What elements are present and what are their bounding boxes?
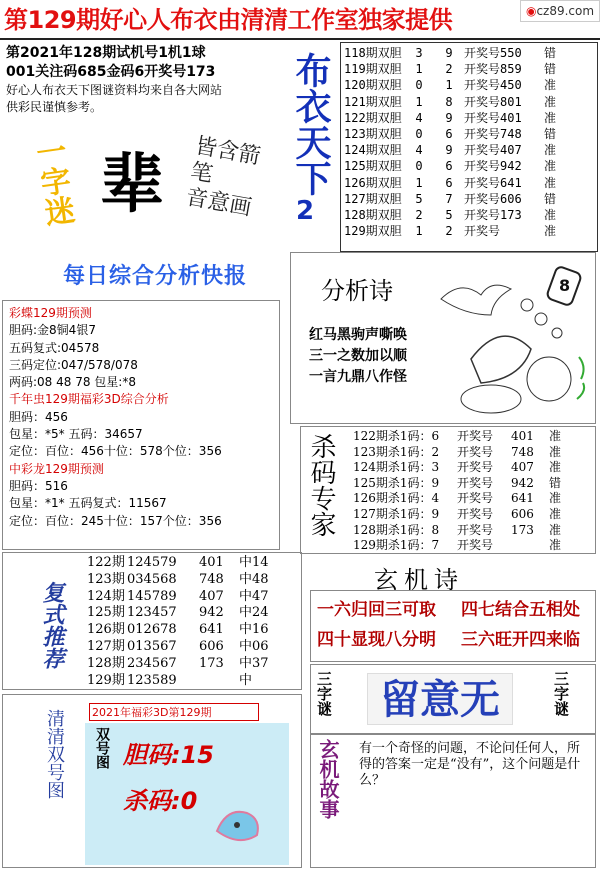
kill-k: 128期杀1码：8 (353, 522, 440, 537)
kill-v: 开奖号 (457, 444, 494, 459)
compound-table (87, 555, 279, 689)
compound-a: 125期 (87, 605, 125, 621)
double-gall-row (344, 110, 597, 126)
compound-label-text: 复式推荐 (39, 581, 64, 669)
compound-a: 127期 (87, 638, 125, 654)
intro-note-1: 好心人布衣天下图谜资料均来自各大网站 (6, 83, 223, 97)
mystic-line-1b: 四七结合五相处 (461, 600, 580, 620)
double-gall-a: 2 (415, 208, 423, 223)
double-gall-result: 准 (543, 224, 556, 239)
riddle-left-text: 一字迷 (28, 134, 76, 229)
double-gall-result: 准 (543, 175, 556, 190)
compound-d: 中47 (239, 588, 269, 604)
compound-c: 748 (199, 571, 224, 587)
double-gall-a: 4 (415, 110, 423, 125)
compound-a: 128期 (87, 655, 125, 671)
double-gall-draw: 开奖号450 (464, 78, 522, 93)
compound-row (87, 622, 279, 639)
kill-row (353, 538, 561, 554)
kill-label-text: 杀码专家 (306, 433, 336, 537)
compound-row (87, 555, 279, 572)
kill-k: 122期杀1码：6 (353, 429, 440, 443)
double-gall-b: 9 (445, 46, 453, 60)
double-gall-period: 129期双胆 (344, 224, 402, 239)
compound-c: 606 (199, 638, 224, 654)
kill-k: 123期杀1码：2 (353, 444, 440, 459)
section-2-title: 千年虫129期福彩3D综合分析 (9, 392, 169, 407)
double-gall-draw: 开奖号641 (464, 175, 522, 190)
section-3-lines (9, 478, 279, 530)
story-box (310, 734, 596, 868)
svg-text:8: 8 (559, 276, 571, 295)
double-gall-draw: 开奖号173 (464, 208, 522, 223)
double-gall-b: 2 (445, 62, 453, 77)
story-label (317, 739, 347, 819)
brand-name-text: 布衣天下 (290, 52, 331, 196)
three-riddle-right-text: 三字谜 (552, 671, 570, 716)
double-gall-period: 118期双胆 (344, 46, 402, 60)
compound-b: 012678 (127, 622, 177, 638)
double-pic-label (43, 709, 73, 799)
double-gall-result: 错 (543, 127, 556, 142)
compound-c: 641 (199, 622, 224, 638)
double-pic-label-text: 清清双号图 (44, 709, 65, 799)
kill-box (300, 426, 596, 554)
compound-row (87, 656, 279, 673)
compound-a: 126期 (87, 622, 125, 638)
bird-cat-illustration (431, 259, 595, 421)
double-gall-result: 准 (543, 143, 556, 158)
riddle-right-line-1: 皆含箭笔 (188, 133, 263, 188)
kill-n: 407 (511, 460, 534, 475)
double-gall-result: 准 (543, 94, 556, 109)
compound-c: 401 (199, 555, 224, 570)
compound-row (87, 589, 279, 606)
s1-line: 两码:08 48 78 包星:*8 (9, 375, 136, 390)
kill-n: 173 (511, 522, 534, 537)
double-gall-row (344, 45, 597, 61)
brand-name (292, 52, 338, 202)
riddle-main-char: 辈 (100, 147, 164, 222)
double-gall-row (344, 191, 597, 207)
kill-v: 开奖号 (457, 475, 494, 490)
s1-line: 胆码:金8铜4银7 (9, 323, 96, 338)
kill-v: 开奖号 (457, 522, 494, 537)
kill-row (353, 523, 561, 539)
double-gall-b: 1 (445, 78, 453, 93)
kill-row (353, 491, 561, 507)
double-gall-period: 126期双胆 (344, 175, 402, 190)
compound-d: 中14 (239, 555, 269, 570)
double-gall-a: 1 (415, 175, 423, 190)
intro-line-1: 第2021年128期试机号1机1球 (6, 45, 206, 61)
kill-n: 641 (511, 491, 534, 506)
riddle-left-label (29, 134, 84, 248)
kill-m: 准 (548, 491, 561, 506)
double-gall-a: 0 (415, 159, 423, 174)
kill-v: 开奖号 (457, 491, 494, 506)
double-pic-box (2, 694, 302, 868)
kill-n: 606 (511, 506, 534, 521)
kill-table (353, 429, 561, 554)
kill-row (353, 460, 561, 476)
compound-a: 122期 (87, 555, 125, 570)
mystic-line-1a: 一六归回三可取 (317, 600, 436, 620)
kill-n (511, 538, 541, 554)
double-gall-draw: 开奖号407 (464, 143, 522, 158)
double-gall-period: 123期双胆 (344, 127, 402, 142)
mystic-title: 玄机诗 (374, 566, 464, 594)
kill-m: 准 (548, 444, 561, 459)
double-gall-result: 错 (543, 191, 556, 206)
compound-c: 173 (199, 655, 224, 671)
double-gall-row (344, 175, 597, 191)
compound-row (87, 639, 279, 656)
compound-d: 中24 (239, 605, 269, 621)
s2-line: 胆码：456 (9, 409, 68, 424)
double-gall-draw: 开奖号401 (464, 110, 522, 125)
compound-d: 中 (239, 672, 253, 688)
kill-m: 错 (548, 475, 561, 490)
story-text: 有一个奇怪的问题，不论问任何人，所得的答案一定是“没有”，这个问题是什么？ (359, 741, 581, 788)
double-gall-draw: 开奖号606 (464, 191, 522, 206)
brand-number: 2 (296, 196, 315, 226)
double-gall-period: 122期双胆 (344, 110, 402, 125)
section-1-title: 彩蝶129期预测 (9, 306, 92, 320)
double-gall-row (344, 77, 597, 93)
kill-row (353, 507, 561, 523)
kill-k: 126期杀1码：4 (353, 491, 440, 506)
double-gall-result: 准 (543, 78, 556, 93)
kill-v: 开奖号 (457, 538, 494, 553)
double-gall-period: 128期双胆 (344, 208, 402, 223)
double-gall-a: 0 (415, 127, 423, 142)
kill-v: 开奖号 (457, 460, 494, 475)
kill-m: 准 (548, 429, 561, 443)
riddle-right-line-2: 音意画 (184, 184, 254, 221)
kill-k: 124期杀1码：3 (353, 460, 440, 475)
compound-row (87, 673, 279, 690)
kill-n: 748 (511, 444, 534, 459)
double-gall-row (344, 223, 597, 239)
double-gall-draw: 开奖号801 (464, 94, 522, 109)
kill-n: 942 (511, 475, 534, 490)
double-gall-row (344, 61, 597, 77)
double-pic-side-text: 双号图 (94, 727, 110, 769)
double-gall-row (344, 126, 597, 142)
double-gall-result: 准 (543, 110, 556, 125)
double-gall-period: 127期双胆 (344, 191, 402, 206)
double-gall-table (340, 42, 598, 252)
three-riddle-left-text: 三字谜 (315, 671, 333, 716)
section-1-lines (9, 322, 279, 391)
double-gall-a: 0 (415, 78, 423, 93)
compound-b: 234567 (127, 655, 177, 671)
poem-line-3: 一言九鼎八作怪 (309, 369, 407, 385)
double-gall-row (344, 142, 597, 158)
kill-row (353, 476, 561, 492)
kill-k: 129期杀1码：7 (353, 538, 440, 553)
double-gall-a: 3 (415, 46, 423, 60)
kill-m: 准 (548, 506, 561, 521)
dog-illustration (207, 791, 267, 851)
compound-row (87, 572, 279, 589)
compound-c: 942 (199, 605, 224, 621)
s1-line: 五码复式:04578 (9, 340, 100, 355)
kill-n: 401 (511, 429, 534, 443)
compound-label (39, 581, 79, 669)
three-riddle-box (310, 664, 596, 734)
kill-k: 125期杀1码：9 (353, 475, 440, 490)
mystic-line-2b: 三六旺开四来临 (461, 630, 580, 650)
kill-row (353, 429, 561, 445)
compound-a: 123期 (87, 571, 125, 587)
double-pic-line-2: 杀码:0 (123, 787, 198, 815)
double-gall-draw: 开奖号942 (464, 159, 522, 174)
three-riddle-word: 留意无 (367, 673, 513, 725)
s2-line: 包星：*5* 五码：34657 (9, 427, 143, 442)
section-2-lines (9, 409, 279, 461)
double-gall-b: 9 (445, 143, 453, 158)
kill-label (307, 433, 347, 537)
riddle-right-hint (184, 134, 276, 225)
double-gall-b: 8 (445, 94, 453, 109)
s1-line: 三码定位:047/578/078 (9, 357, 138, 372)
compound-row (87, 605, 279, 622)
kill-m: 准 (548, 538, 561, 553)
double-gall-result: 错 (543, 46, 556, 60)
double-gall-period: 124期双胆 (344, 143, 402, 158)
section-3-title: 中彩龙129期预测 (9, 461, 104, 476)
three-riddle-left (315, 671, 345, 716)
daily-banner: 每日综合分析快报 (62, 264, 247, 289)
s3-line: 包星：*1* 五码复式：11567 (9, 496, 167, 511)
three-riddle-right (531, 671, 591, 716)
intro-note-2: 供彩民谨慎参考。 (6, 100, 103, 114)
double-gall-draw: 开奖号859 (464, 62, 522, 77)
poem-title: 分析诗 (321, 277, 393, 305)
s3-line: 定位：百位：245十位：157个位：356 (9, 513, 222, 528)
double-gall-b: 6 (445, 127, 453, 142)
s2-line: 定位：百位：456十位：578个位：356 (9, 444, 222, 459)
double-gall-a: 1 (415, 224, 423, 239)
kill-m: 准 (548, 460, 561, 475)
double-gall-result: 准 (543, 208, 556, 223)
kill-m: 准 (548, 522, 561, 537)
double-gall-b: 9 (445, 110, 453, 125)
double-gall-a: 1 (415, 62, 423, 77)
double-gall-b: 5 (445, 208, 453, 223)
compound-c (199, 673, 239, 690)
double-gall-period: 119期双胆 (344, 62, 402, 77)
compound-b: 123589 (127, 672, 177, 688)
double-gall-b: 2 (445, 224, 453, 239)
compound-b: 145789 (127, 588, 177, 604)
double-gall-a: 1 (415, 94, 423, 109)
compound-a: 124期 (87, 588, 125, 604)
site-logo-text: cz89.com (536, 4, 595, 18)
double-pic-side (93, 727, 113, 769)
story-label-text: 玄机故事 (316, 739, 340, 819)
prediction-block (2, 300, 280, 550)
page-title: 第129期好心人布衣由清清工作室独家提供 (0, 0, 600, 40)
poem-line-1: 红马黑驹声嘶唤 (309, 327, 407, 343)
compound-d: 中48 (239, 571, 269, 587)
compound-b: 124579 (127, 555, 177, 570)
double-gall-a: 4 (415, 143, 423, 158)
double-gall-b: 7 (445, 191, 453, 206)
double-gall-a: 5 (415, 191, 423, 206)
double-pic-header: 2021年福彩3D第129期 (89, 703, 259, 721)
double-gall-result: 准 (543, 159, 556, 174)
double-gall-period: 121期双胆 (344, 94, 402, 109)
double-gall-period: 120期双胆 (344, 78, 402, 93)
compound-b: 123457 (127, 605, 177, 621)
intro-line-2: 001关注码685金码6开奖号173 (6, 64, 216, 80)
mystic-line-2a: 四十显现八分明 (317, 630, 436, 650)
s3-line: 胆码：516 (9, 478, 68, 493)
double-gall-result: 错 (543, 62, 556, 77)
double-gall-period: 125期双胆 (344, 159, 402, 174)
double-gall-b: 6 (445, 159, 453, 174)
intro-block (6, 44, 296, 116)
double-gall-draw: 开奖号 (464, 224, 501, 239)
mystic-box (310, 590, 596, 662)
compound-a: 129期 (87, 672, 125, 688)
double-gall-row (344, 94, 597, 110)
compound-d: 中06 (239, 638, 269, 654)
kill-v: 开奖号 (457, 429, 494, 443)
double-gall-b: 6 (445, 175, 453, 190)
poem-box (290, 252, 596, 424)
compound-b: 013567 (127, 638, 177, 654)
kill-row (353, 445, 561, 461)
kill-v: 开奖号 (457, 506, 494, 521)
compound-box (2, 552, 302, 690)
poem-lines (309, 325, 407, 388)
compound-c: 407 (199, 588, 224, 604)
compound-b: 034568 (127, 571, 177, 587)
compound-d: 中37 (239, 655, 269, 671)
site-logo[interactable]: ◉cz89.com (520, 0, 600, 22)
double-gall-draw: 开奖号550 (464, 46, 522, 60)
compound-d: 中16 (239, 622, 269, 638)
kill-k: 127期杀1码：9 (353, 506, 440, 521)
double-gall-draw: 开奖号748 (464, 127, 522, 142)
double-gall-row (344, 207, 597, 223)
double-gall-row (344, 158, 597, 174)
double-pic-line-1: 胆码:15 (123, 741, 214, 769)
poem-line-2: 三一之数加以顺 (309, 348, 407, 364)
